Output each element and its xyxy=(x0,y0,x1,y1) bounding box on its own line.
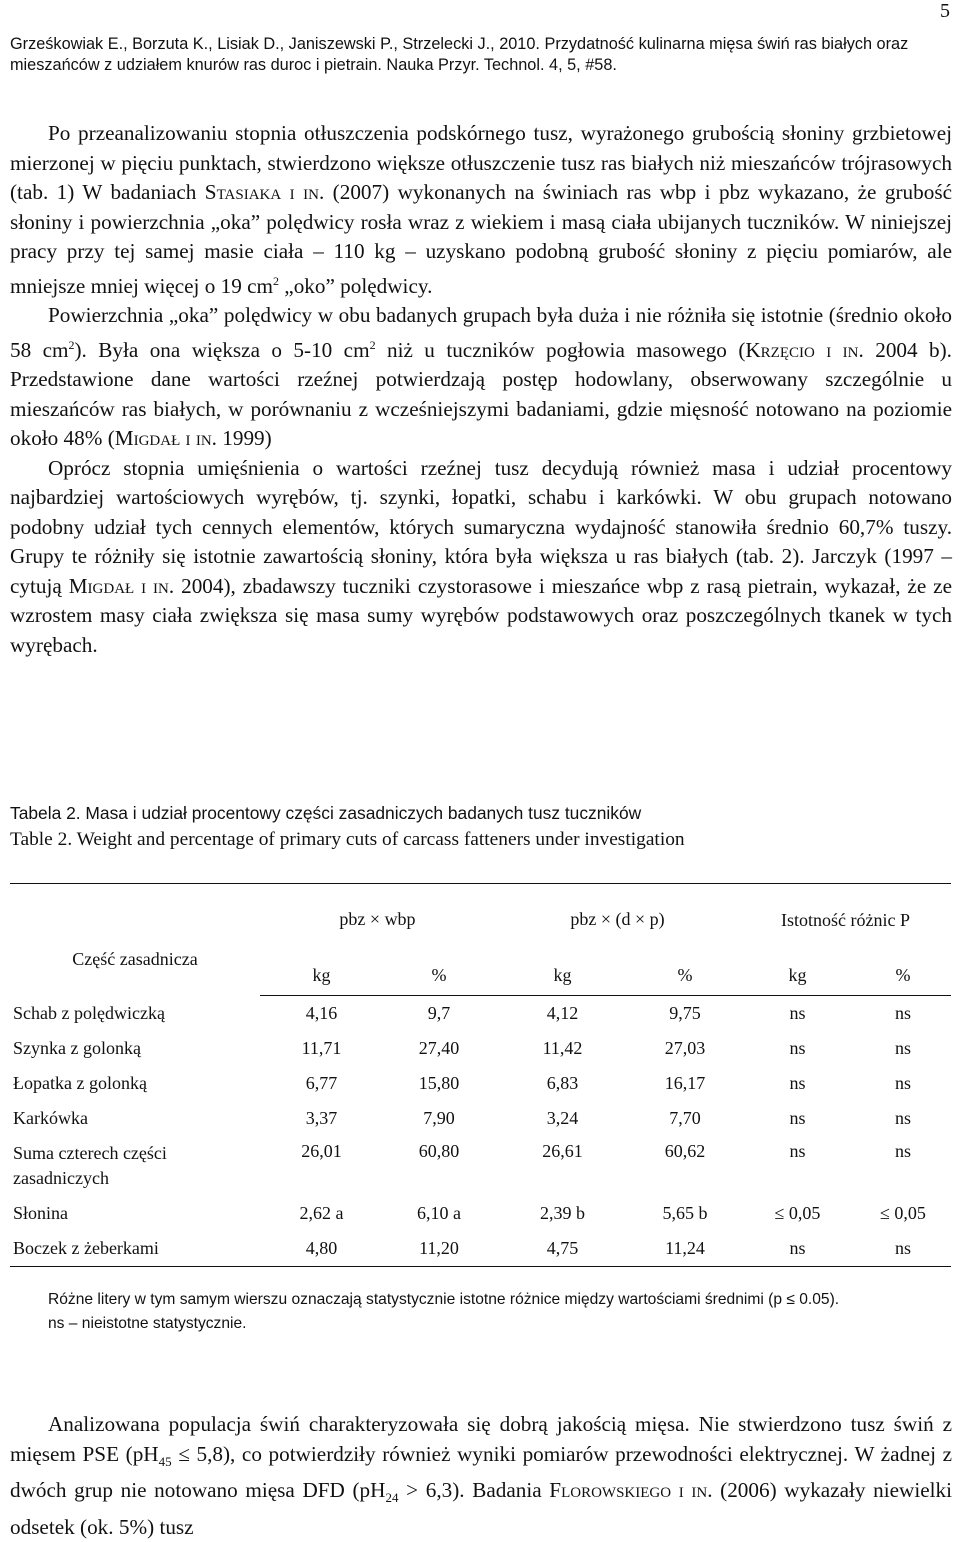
table-cell: 3,24 xyxy=(546,1107,579,1128)
table-cell: ns xyxy=(740,1231,855,1267)
note-ns: ns – nieistotne statystycznie. xyxy=(48,1315,247,1332)
table-cell: 7,90 xyxy=(423,1107,455,1128)
table-cell: 15,80 xyxy=(418,1072,460,1093)
table-cell: 27,03 xyxy=(664,1037,706,1058)
table-cell: 9,75 xyxy=(669,1002,701,1023)
page-number: 5 xyxy=(940,0,950,22)
table-cell: ns xyxy=(894,1140,911,1161)
table-cell: 2,62 a xyxy=(299,1202,344,1223)
paragraph-3: Oprócz stopnia umięśnienia o wartości rzeźnej tusz decydują również masa i udział procentowy najbardziej wartościowych wyrębów, tj. szynki, łopatki, schabu i karkówki. W obu grupach notowano podobny udział tych cennych elementów, których sumaryczna wydajność stanowiła średnio 60,7% tuszy. Grupy te różniły się istotnie zawartością słoniny, która była większa u ras białych (tab. 2). Jarczyk (1997 – cytują Migdał i in. 2004), zbadawszy tuczniki czystorasowe i mieszańce wbp z rasą pietrain, wykazał, że ze wzrostem masy ciała zwiększa się masa sumy wyrębów podstawowych oraz poszczególnych tkanek w tych wyrębach. xyxy=(10,455,952,657)
table-cell: 3,37 xyxy=(305,1107,338,1128)
group-header-significance: Istotność różnic P xyxy=(740,884,951,956)
row-label: Suma czterech części zasadniczych xyxy=(13,1142,167,1188)
table-caption xyxy=(10,800,685,853)
table-header-row-1 xyxy=(10,884,951,956)
unit-header: kg xyxy=(260,956,383,996)
table-cell: 11,24 xyxy=(630,1231,740,1267)
paragraph-2: Powierzchnia „oka” polędwicy w obu badanych grupach była duża i nie różniła się istotnie (średnio około 58 $cm^2$). Była ona większa o 5-10 $cm^2$ niż u tuczników pogłowia masowego (Krzęcio i in. 2004 b). Przedstawione dane wartości rzeźnej potwierdzają postęp hodowlany, obserwowany szczególnie u mieszańców ras białych, w porównaniu z wcześniejszymi badaniami, gdzie mięsność notowano na poziomie około 48% (Migdał i in. 1999) xyxy=(10,303,952,451)
data-table xyxy=(10,883,951,1267)
unit-header: % xyxy=(383,956,495,996)
table-cell: 6,10 a xyxy=(417,1202,461,1223)
paragraph-4: Analizowana populacja świń charakteryzowała się dobrą jakością mięsa. Nie stwierdzono tusz świń z mięsem PSE $(pH_{45} \le 5,8)$, co potwierdziły również wyniki pomiarów przewodności elektrycznej. W żadnej z dwóch grup nie notowano mięsa DFD $(pH_{24} > 6,3)$. Badania Florowskiego i in. (2006) wykazały niewielki odsetek (ok. 5%) tusz xyxy=(10,1412,952,1539)
table-caption-en: Table 2. Weight and percentage of primary cuts of carcass fatteners under investigation xyxy=(10,829,685,850)
table-cell: 5,65 b xyxy=(662,1202,708,1223)
table-notes xyxy=(10,1288,952,1336)
table-row xyxy=(10,1136,951,1196)
group-header-pbz-dp: pbz × (d × p) xyxy=(495,884,740,956)
row-label: Łopatka z golonką xyxy=(13,1072,147,1093)
row-label: Słonina xyxy=(13,1202,69,1223)
table-row xyxy=(10,1101,951,1136)
table-cell: 4,80 xyxy=(260,1231,383,1267)
table-cell: 11,20 xyxy=(383,1231,495,1267)
table-cell: 60,80 xyxy=(418,1140,460,1161)
table-caption-pl: Tabela 2. Masa i udział procentowy części zasadniczych badanych tusz tuczników xyxy=(10,803,642,823)
table-cell: ≤ 0,05 xyxy=(880,1202,926,1223)
unit-header: % xyxy=(855,956,951,996)
table-cell: 4,12 xyxy=(546,1002,579,1023)
table-cell: 9,7 xyxy=(427,1002,451,1023)
table-cell: 4,16 xyxy=(305,1002,338,1023)
table-cell: 26,61 xyxy=(542,1140,583,1161)
paragraph-1: Po przeanalizowaniu stopnia otłuszczenia podskórnego tusz, wyrażonego grubością słoniny grzbietowej mierzonej w pięciu punktach, stwierdzono większe otłuszczenie tusz ras białych niż mieszańców trójrasowych (tab. 1) W badaniach Stasiaka i in. (2007) wykonanych na świniach ras wbp i pbz wykazano, że grubość słoniny i powierzchnia „oka” polędwicy rosła wraz z wiekiem i masą ciała ubijanych tuczników. W niniejszej pracy przy tej samej masie ciała – 110 kg – uzyskano podobną grubość słoniny z pięciu pomiarów, ale mniejsze mniej więcej o 19 $cm^2$ „oko” polędwicy. xyxy=(10,121,952,298)
table-cell: 7,70 xyxy=(669,1107,701,1128)
table-row xyxy=(10,1231,951,1267)
table-cell: 26,01 xyxy=(301,1140,342,1161)
table-row xyxy=(10,1196,951,1231)
table-cell: ns xyxy=(789,1072,806,1093)
row-label: Schab z polędwiczką xyxy=(13,1002,165,1023)
table-cell: ns xyxy=(789,1037,806,1058)
table-cell: 16,17 xyxy=(664,1072,706,1093)
table-row xyxy=(10,996,951,1031)
unit-header: % xyxy=(630,956,740,996)
table-row xyxy=(10,1066,951,1101)
table-cell: ns xyxy=(789,1140,806,1161)
table-cell: 6,77 xyxy=(305,1072,338,1093)
table-cell: 6,83 xyxy=(546,1072,579,1093)
table-cell: 11,71 xyxy=(301,1037,342,1058)
table-cell: ns xyxy=(789,1107,806,1128)
row-label: Szynka z golonką xyxy=(13,1037,141,1058)
row-label: Boczek z żeberkami xyxy=(10,1231,260,1267)
body-section-1 xyxy=(10,119,952,660)
table-cell: 2,39 b xyxy=(540,1202,585,1223)
table-cell: 4,75 xyxy=(495,1231,630,1267)
unit-header: kg xyxy=(740,956,855,996)
row-label: Karkówka xyxy=(13,1107,88,1128)
table-cell: ≤ 0,05 xyxy=(774,1202,821,1223)
table-cell: ns xyxy=(894,1002,911,1023)
table-row xyxy=(10,1031,951,1066)
table-cell: ns xyxy=(789,1002,806,1023)
group-header-pbz-wbp: pbz × wbp xyxy=(260,884,495,956)
note-letters: Różne litery w tym samym wierszu oznaczają statystycznie istotne różnice między wartościami średnimi (p ≤ 0.05). xyxy=(48,1291,840,1308)
citation-header: Grześkowiak E., Borzuta K., Lisiak D., Janiszewski P., Strzelecki J., 2010. Przydatność kulinarna mięsa świń ras białych oraz mieszańców z udziałem knurów ras duroc i pietrain. Nauka Przyr. Technol. 4, 5, #58. xyxy=(10,35,909,74)
table-cell: ns xyxy=(894,1037,911,1058)
table-cell: ns xyxy=(855,1231,951,1267)
unit-header: kg xyxy=(495,956,630,996)
table-cell: ns xyxy=(894,1072,911,1093)
table-cell: 60,62 xyxy=(664,1140,706,1161)
table-cell: 11,42 xyxy=(542,1037,583,1058)
column-header-part: Część zasadnicza xyxy=(10,884,260,996)
table-cell: 27,40 xyxy=(418,1037,460,1058)
body-section-2 xyxy=(10,1410,952,1542)
table-cell: ns xyxy=(894,1107,911,1128)
